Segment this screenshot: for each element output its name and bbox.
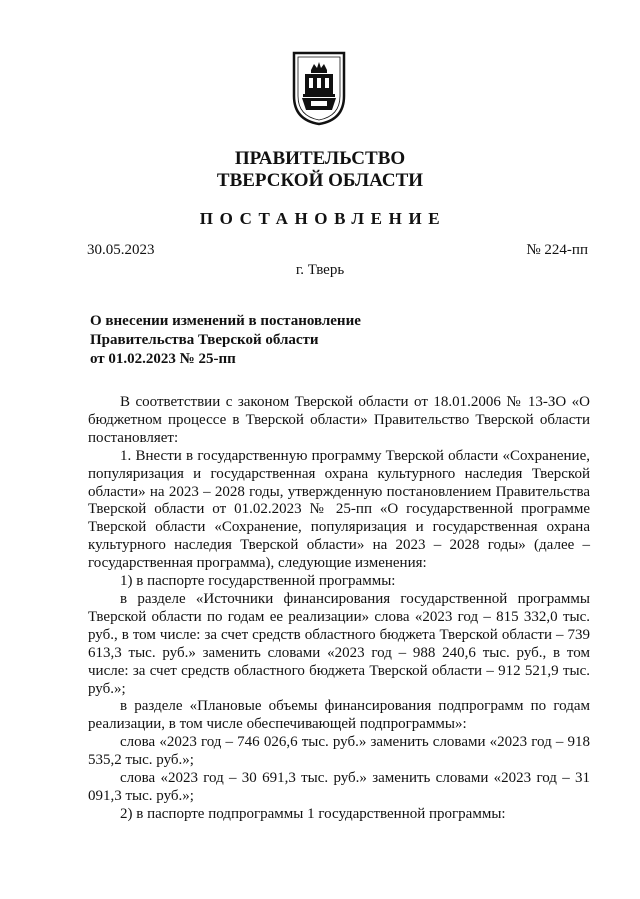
subject-line: Правительства Тверской области xyxy=(90,332,319,348)
body-paragraph: В соответствии с законом Тверской области от 18.01.2006 № 13-ЗО «О бюджетном процессе в Тверской области» Правительство Тверской области постановляет: xyxy=(88,394,590,446)
body-paragraph: 1. Внести в государственную программу Тверской области «Сохранение, популяризация и государственная охрана культурного наследия Тверской области» на 2023 – 2028 годы, утвержденную постановлением Правительства Тверской области от 01.02.2023 № 25-пп «О государственной программе Тверской области «Сохранение, популяризация и государственная охрана культурного наследия Тверской области» на 2023 – 2028 годы» (далее – государственная программа), следующие изменения: xyxy=(88,447,590,572)
body-paragraph: слова «2023 год – 746 026,6 тыс. руб.» заменить словами «2023 год – 918 535,2 тыс. руб.»; xyxy=(88,734,590,769)
document-subject xyxy=(90,312,361,369)
coat-of-arms-emblem xyxy=(291,50,347,126)
body-paragraph: в разделе «Плановые объемы финансирования подпрограмм по годам реализации, в том числе обеспечивающей подпрограммы»: xyxy=(88,698,590,733)
body-paragraph: 1) в паспорте государственной программы: xyxy=(120,573,396,590)
body-paragraph: в разделе «Источники финансирования государственной программы Тверской области по годам ее реализации» слова «2023 год – 815 332,0 тыс. руб., в том числе: за счет средств областного бюджета Тверской области – 739 613,3 тыс. руб.» заменить словами «2023 год – 988 240,6 тыс. руб., в том числе: за счет средств областного бюджета Тверской области – 912 521,9 тыс. руб.»; xyxy=(88,590,590,697)
subject-line: О внесении изменений в постановление xyxy=(90,313,361,329)
document-body xyxy=(88,394,590,824)
body-paragraph: слова «2023 год – 30 691,3 тыс. руб.» заменить словами «2023 год – 31 091,3 тыс. руб.»; xyxy=(88,770,590,804)
government-name-line1: ПРАВИТЕЛЬСТВО xyxy=(234,148,406,169)
document-date: 30.05.2023 xyxy=(87,242,155,258)
body-paragraph: 2) в паспорте подпрограммы 1 государственной программы: xyxy=(120,805,506,822)
subject-line: от 01.02.2023 № 25-пп xyxy=(90,351,236,367)
document-number: № 224-пп xyxy=(526,242,588,258)
document-type: ПОСТАНОВЛЕНИЕ xyxy=(199,209,447,228)
document-city: г. Тверь xyxy=(295,262,345,278)
government-name-line2: ТВЕРСКОЙ ОБЛАСТИ xyxy=(216,170,424,191)
